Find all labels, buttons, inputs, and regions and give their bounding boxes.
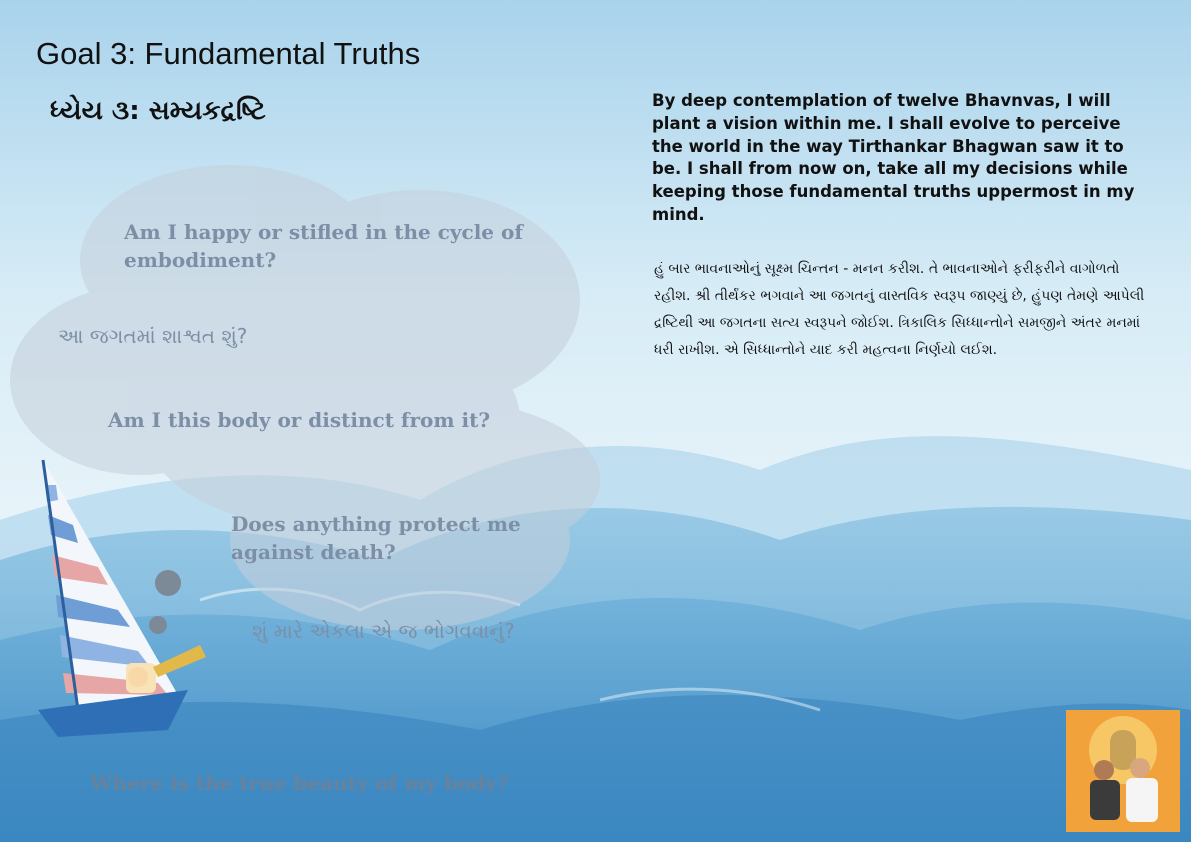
page-subtitle-gujarati: ધ્યેય ૩: સમ્યકદ્રષ્ટિ	[50, 96, 266, 126]
intro-english-paragraph: By deep contemplation of twelve Bhavnvas, I will plant a vision within me. I shall evolve to perceive the world in the way Tirthankar Bhagwan saw it to be. I shall from now on, take all my decisions while keeping those fundamental truths uppermost in my mind.	[652, 91, 1135, 224]
question-protection-from-death: Does anything protect me against death?	[231, 512, 521, 564]
question-must-i-suffer-alone: શું મારે એકલા એ જ ભોગવવાનું?	[252, 619, 515, 643]
sailboat-illustration	[18, 455, 218, 745]
question-body-or-distinct: Am I this body or distinct from it?	[108, 408, 491, 432]
question-true-beauty: Where is the true beauty of my body?	[90, 771, 509, 795]
intro-gujarati-paragraph: હું બાર ભાવનાઓનું સૂક્ષ્મ ચિન્તન - મનન કરીશ. તે ભાવનાઓને ફરીફરીને વાગોળતો રહીશ. શ્રી તીર્થંકર ભગવાને આ જગતનું વાસ્તવિક સ્વરૂપ જાણ્યું છે, હુંપણ તેમણે આપેલી દ્રષ્ટિથી આ જગતના સત્ય સ્વરૂપને જોઈશ. ત્રિકાલિક સિધ્ધાન્તોને સમજીને અંતર મનમાં ધરી રાખીશ. એ સિધ્ધાન્તોને યાદ કરી મહત્વના નિર્ણયો લઈશ.	[654, 261, 1145, 358]
guru-photo	[1066, 710, 1180, 832]
question-what-is-eternal: આ જગતમાં શાશ્વત શું?	[58, 324, 248, 348]
question-happy-or-stifled: Am I happy or stifled in the cycle of embodiment?	[124, 220, 523, 272]
page-title: Goal 3: Fundamental Truths	[36, 36, 421, 71]
